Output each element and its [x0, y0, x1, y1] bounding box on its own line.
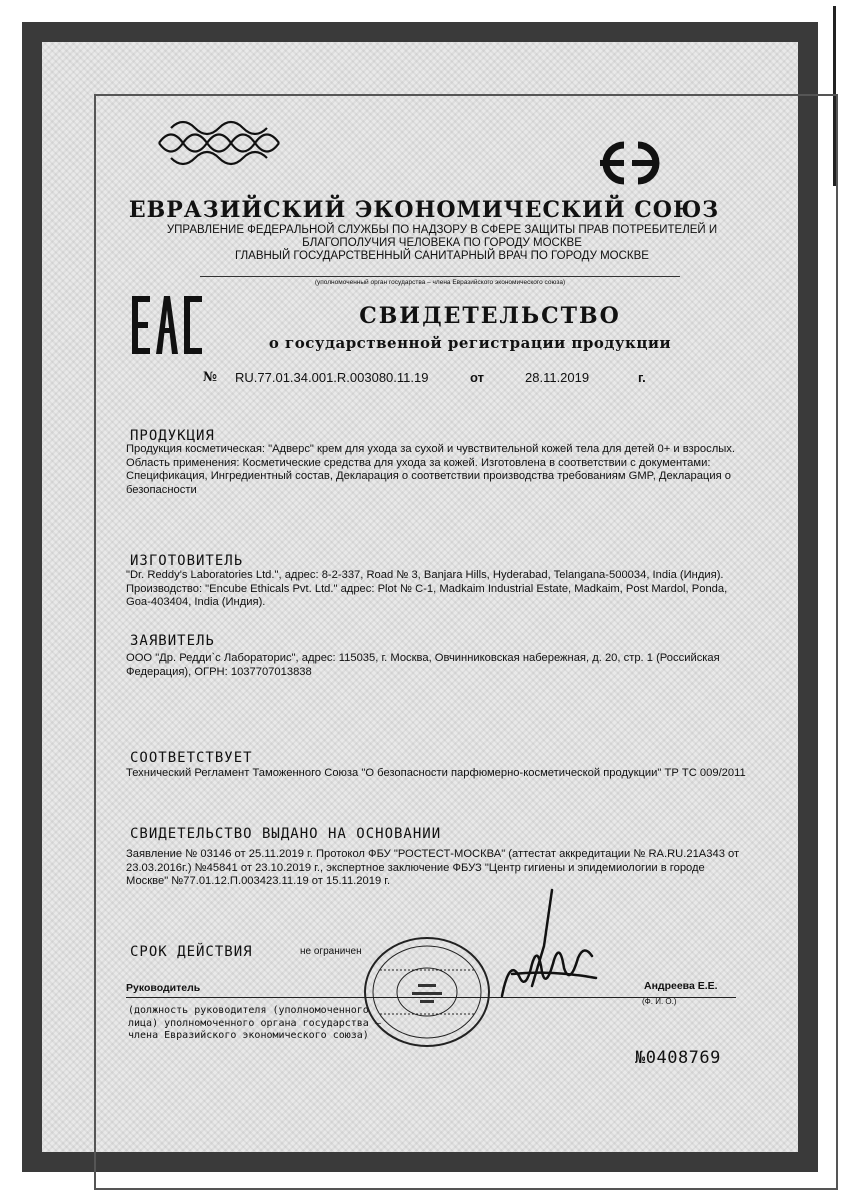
- registration-year-suffix: г.: [638, 370, 646, 385]
- signature-icon: [492, 886, 602, 1006]
- certificate-subtitle: о государственной регистрации продукции: [268, 334, 672, 352]
- validity-heading: СРОК ДЕЙСТВИЯ: [130, 944, 253, 960]
- applicant-heading: ЗАЯВИТЕЛЬ: [130, 633, 215, 649]
- serial-number: №0408769: [635, 1048, 721, 1068]
- head-initials-caption: (Ф. И. О.): [642, 997, 677, 1006]
- head-label: Руководитель: [126, 982, 201, 994]
- registration-date: 28.11.2019: [525, 370, 590, 385]
- manufacturer-text: "Dr. Reddy's Laboratories Ltd.", адрес: 8-2-337, Road № 3, Banjara Hills, Hyderabad, Telangana-500034, India (Индия). Производство: "Encube Ethicals Pvt. Ltd." адрес: Plot № C-1, Madkaim Industrial Estate, Madkaim, Post Mardol, Ponda, Goa-403404, India (Индия).: [126, 569, 728, 608]
- authority-caption: (уполномоченный орган государства – члена Евразийского экономического союза): [200, 276, 680, 286]
- position-caption-line: лица) уполномоченного органа государства –: [128, 1017, 381, 1029]
- manufacturer-heading: ИЗГОТОВИТЕЛЬ: [130, 553, 244, 569]
- official-seal-icon: [360, 932, 494, 1052]
- ornament-emblem-icon: [155, 118, 283, 168]
- product-heading: ПРОДУКЦИЯ: [130, 428, 215, 444]
- position-caption-line: (должность руководителя (уполномоченного: [128, 1005, 369, 1016]
- se-conformity-mark-icon: [596, 138, 666, 188]
- authority-line: БЛАГОПОЛУЧИЯ ЧЕЛОВЕКА ПО ГОРОДУ МОСКВЕ: [302, 237, 582, 249]
- position-caption-line: члена Евразийского экономического союза): [128, 1030, 369, 1041]
- registration-number-label: №: [203, 370, 218, 385]
- head-name: Андреева Е.Е.: [644, 980, 718, 992]
- conformity-text: Технический Регламент Таможенного Союза "О безопасности парфюмерно-косметической продукции" ТР ТС 009/2011: [126, 767, 746, 779]
- product-text: Продукция косметическая: "Адверс" крем для ухода за сухой и чувствительной кожей тела для детей 0+ и взрослых. Область применения: Косметические средства для ухода за кожей. Изготовлена в соответствии с документами: Спецификация, Ингредиентный состав, Декларация о соответствии производства требованиям GMP, Декларация о безопасности: [126, 443, 735, 496]
- registration-number: RU.77.01.34.001.R.003080.11.19: [235, 370, 429, 385]
- validity-value: не ограничен: [300, 946, 362, 957]
- registration-date-label: от: [470, 370, 484, 385]
- basis-text: Заявление № 03146 от 25.11.2019 г. Протокол ФБУ "РОСТЕСТ-МОСКВА" (аттестат аккредитации № RA.RU.21A343 от 23.03.2016г.) №45841 от 23.10.2019 г., экспертное заключение ФБУЗ "Центр гигиены и эпидемиологии в городе Москве" №77.01.12.П.003423.11.19 от 15.11.2019 г.: [126, 848, 740, 887]
- basis-heading: СВИДЕТЕЛЬСТВО ВЫДАНО НА ОСНОВАНИИ: [130, 826, 442, 842]
- applicant-text: ООО "Др. Редди`с Лабораторис", адрес: 115035, г. Москва, Овчинниковская набережная, д. 20, стр. 1 (Российская Федерация), ОГРН: 1037707013838: [126, 652, 720, 678]
- union-title: ЕВРАЗИЙСКИЙ ЭКОНОМИЧЕСКИЙ СОЮЗ: [128, 197, 720, 223]
- certificate-title: СВИДЕТЕЛЬСТВО: [359, 303, 621, 329]
- eac-mark-icon: [130, 294, 204, 356]
- conformity-heading: СООТВЕТСТВУЕТ: [130, 750, 253, 766]
- authority-line: УПРАВЛЕНИЕ ФЕДЕРАЛЬНОЙ СЛУЖБЫ ПО НАДЗОРУ В СФЕРЕ ЗАЩИТЫ ПРАВ ПОТРЕБИТЕЛЕЙ И: [166, 224, 718, 236]
- authority-line: ГЛАВНЫЙ ГОСУДАРСТВЕННЫЙ САНИТАРНЫЙ ВРАЧ ПО ГОРОДУ МОСКВЕ: [235, 250, 649, 262]
